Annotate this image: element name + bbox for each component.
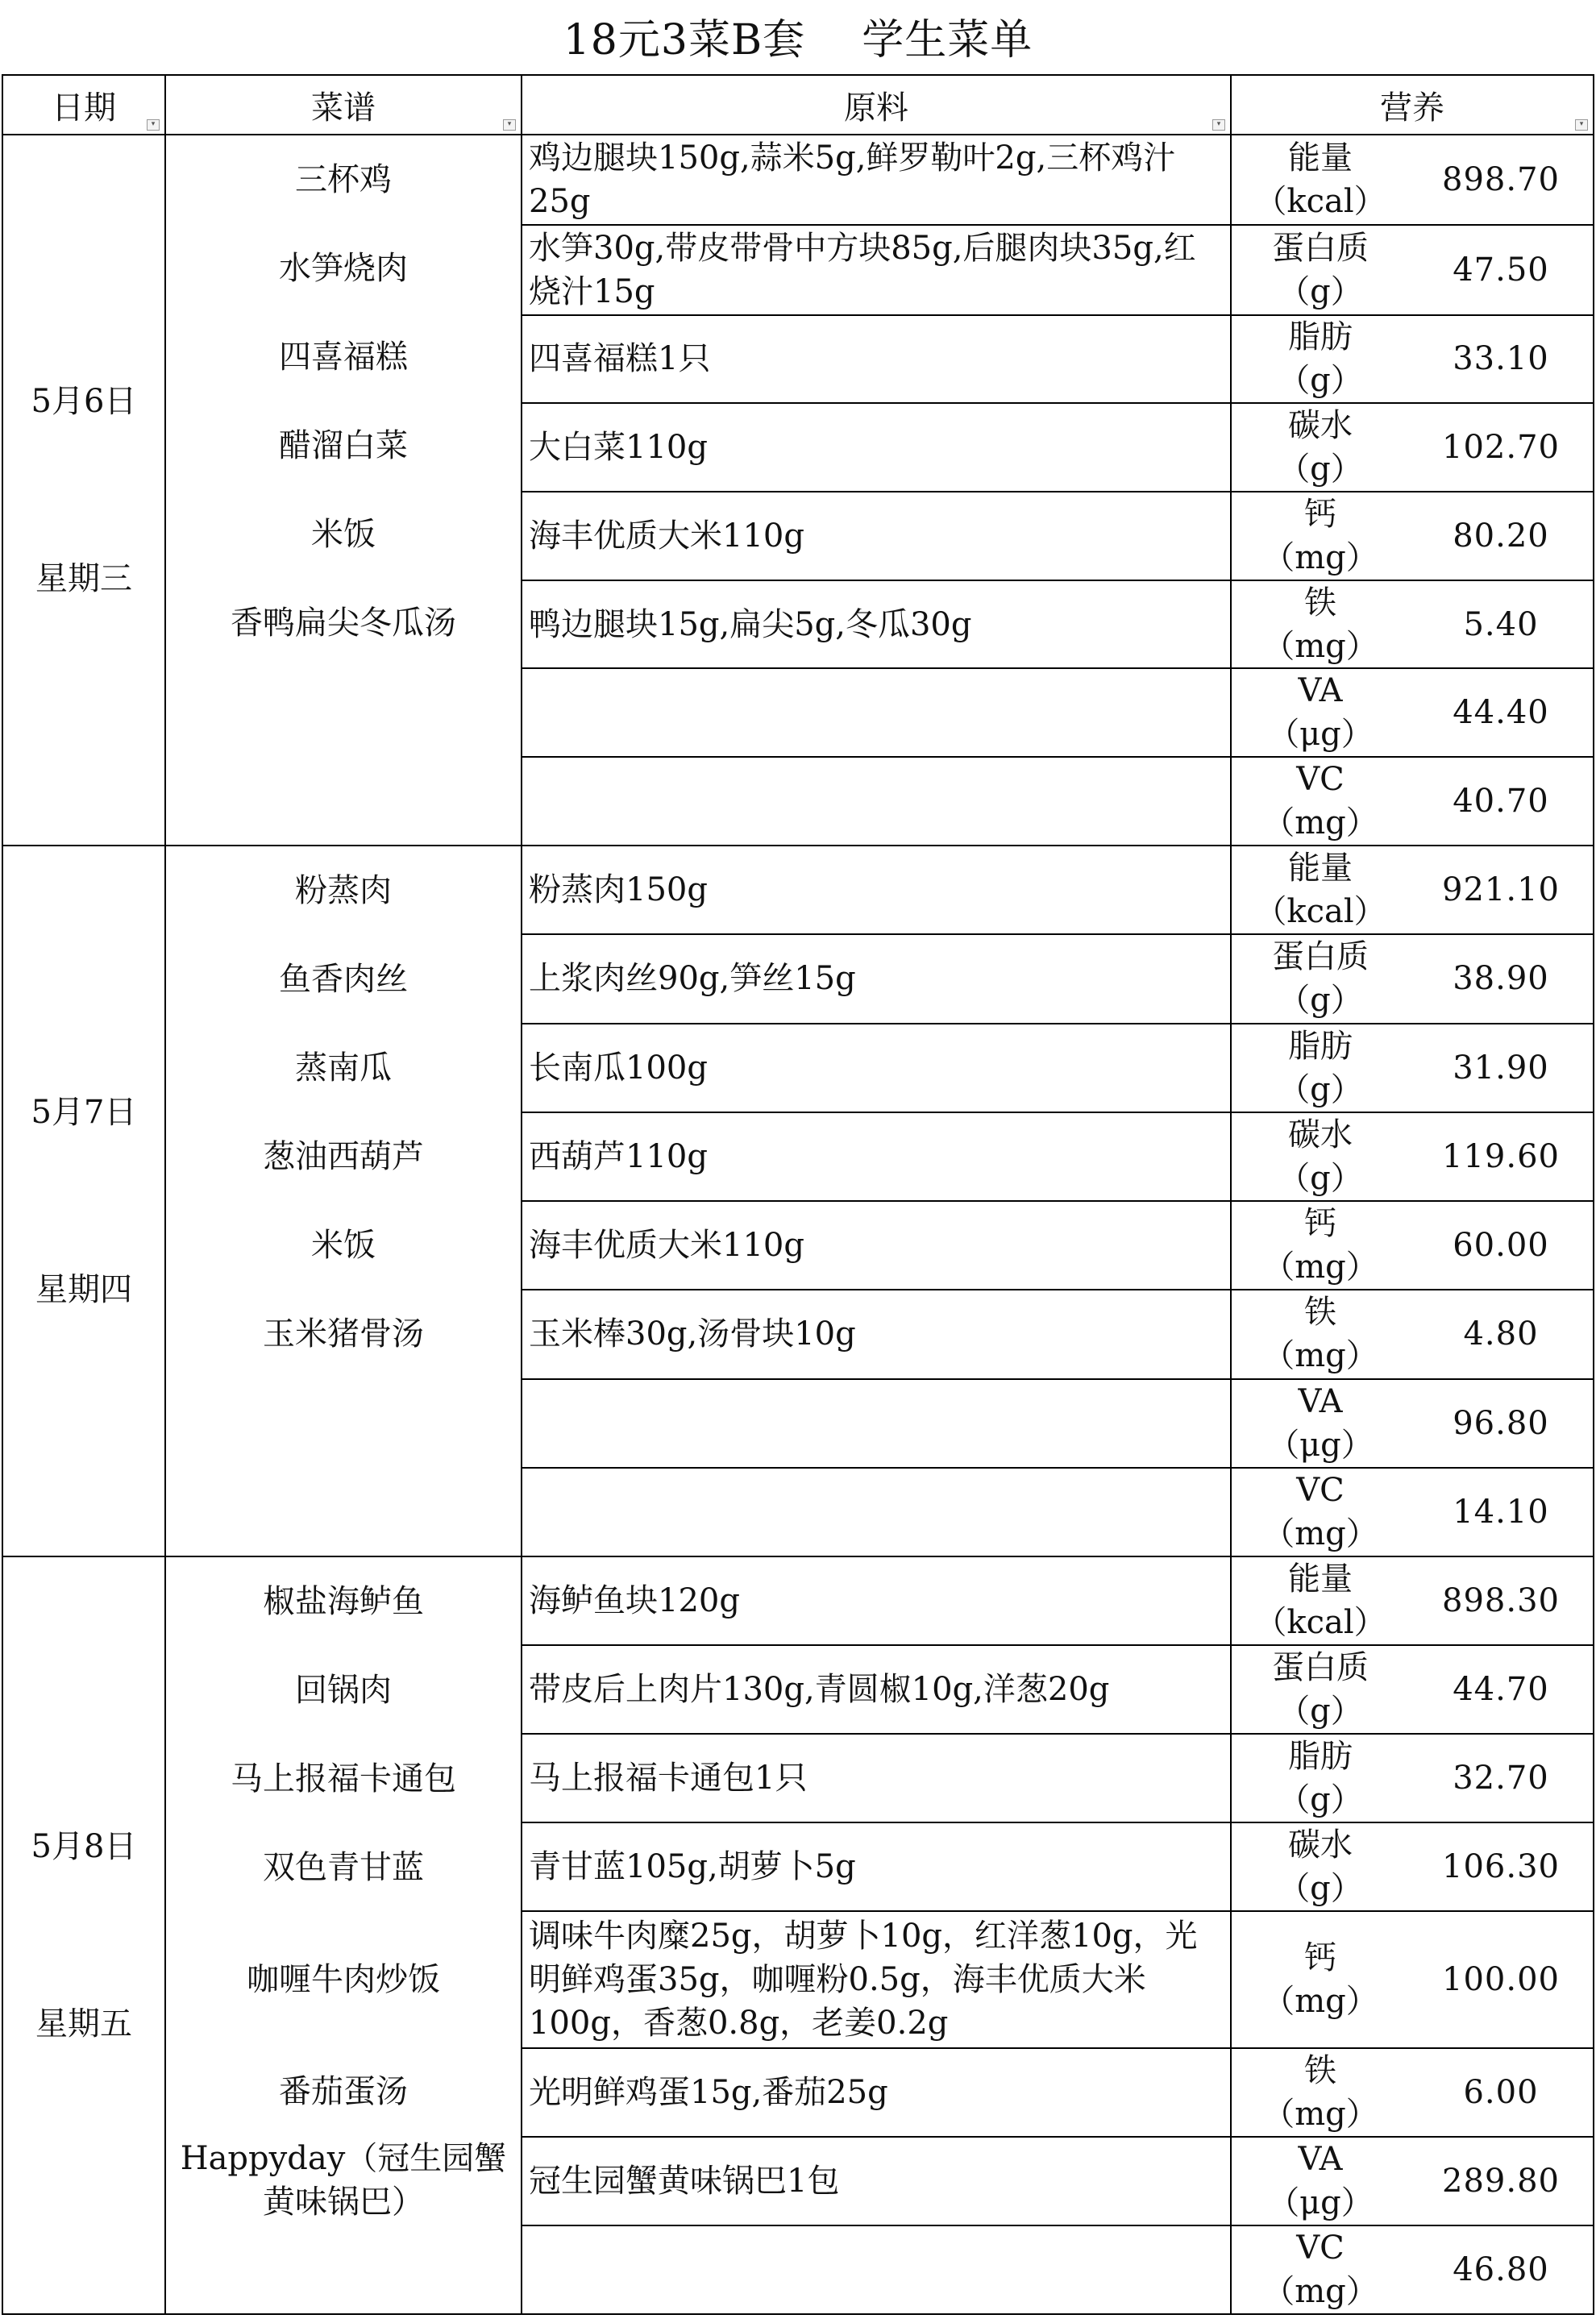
dish-name: 四喜福糕: [279, 339, 408, 376]
ingredient-cell: 青甘蓝105g,胡萝卜5g: [522, 1822, 1231, 1911]
dish-name: 玉米猪骨汤: [263, 1315, 424, 1353]
date-label: 5月7日 星期四: [31, 1094, 137, 1308]
dish-name: 米饭: [311, 1227, 376, 1264]
dish-name: 鱼香肉丝: [279, 961, 408, 998]
nutrient-value: 46.80: [1453, 2250, 1549, 2288]
ingredient-cell: 马上报福卡通包1只: [522, 1734, 1231, 1822]
menu-table: [2, 74, 1594, 2315]
nutrition-cell: [1231, 1290, 1594, 1378]
ingredient-cell: 海丰优质大米110g: [522, 1201, 1231, 1290]
nutrient-name: 铁 （mg）: [1262, 1294, 1378, 1375]
menu-row: [2, 846, 1594, 934]
nutrient-value: 32.70: [1453, 1760, 1549, 1797]
ingredient-cell: 光明鲜鸡蛋15g,番茄25g: [522, 2048, 1231, 2137]
nutrient-value: 40.70: [1453, 783, 1549, 821]
menu-title: 18元3菜B套 学生菜单: [563, 16, 1033, 64]
dish-name: 回锅肉: [295, 1672, 392, 1709]
dish-name: 醋溜白菜: [279, 427, 408, 464]
nutrition-cell: [1231, 1024, 1594, 1112]
nutrition-cell: [1231, 1201, 1594, 1290]
ingredient-cell: [522, 668, 1231, 757]
nutrition-cell: [1231, 315, 1594, 404]
dish-name: 双色青甘蓝: [263, 1849, 424, 1886]
dish-name: 咖喱牛肉炒饭: [247, 1961, 440, 1998]
nutrient-value: 6.00: [1463, 2073, 1539, 2111]
header-nutrition: 营养 ▾: [1231, 75, 1594, 135]
date-cell: [2, 1556, 165, 2314]
ingredient-cell: 西葫芦110g: [522, 1112, 1231, 1201]
nutrition-cell: [1231, 2048, 1594, 2137]
nutrient-name: 能量 （kcal）: [1254, 139, 1386, 220]
nutrient-value: 289.80: [1442, 2162, 1560, 2200]
nutrition-cell: [1231, 492, 1594, 580]
nutrient-name: 钙 （mg）: [1262, 1205, 1378, 1286]
dish-name: [166, 2225, 521, 2313]
nutrient-value: 5.40: [1463, 605, 1539, 643]
nutrient-name: 钙 （mg）: [1262, 495, 1378, 576]
dish-name: 蒸南瓜: [295, 1049, 392, 1087]
nutrient-value: 96.80: [1453, 1404, 1549, 1442]
nutrient-name: 铁 （mg）: [1262, 584, 1378, 665]
ingredient-cell: [522, 757, 1231, 846]
nutrition-cell: [1231, 1911, 1594, 2047]
nutrition-cell: [1231, 934, 1594, 1023]
ingredient-cell: 调味牛肉糜25g，胡萝卜10g，红洋葱10g，光明鲜鸡蛋35g，咖喱粉0.5g，海丰优质大米100g，香葱0.8g，老姜0.2g: [522, 1911, 1231, 2047]
ingredient-cell: 海丰优质大米110g: [522, 492, 1231, 580]
nutrient-value: 921.10: [1442, 871, 1560, 909]
nutrient-name: 碳水 （g）: [1278, 1826, 1363, 1908]
ingredient-cell: 带皮后上肉片130g,青圆椒10g,洋葱20g: [522, 1645, 1231, 1734]
ingredient-cell: 长南瓜100g: [522, 1024, 1231, 1112]
nutrition-cell: [1231, 403, 1594, 492]
filter-dropdown-icon[interactable]: ▾: [147, 119, 160, 131]
nutrient-value: 31.90: [1453, 1049, 1549, 1087]
dish-name: 粉蒸肉: [295, 872, 392, 909]
nutrient-name: 蛋白质 （g）: [1272, 229, 1369, 310]
ingredient-cell: [522, 1468, 1231, 1556]
nutrition-cell: [1231, 1645, 1594, 1734]
nutrient-value: 898.70: [1442, 160, 1560, 198]
dishes-cell: [165, 135, 522, 846]
nutrition-cell: [1231, 1734, 1594, 1822]
nutrition-cell: [1231, 580, 1594, 669]
nutrient-name: VA （μg）: [1267, 672, 1374, 754]
nutrition-cell: [1231, 1822, 1594, 1911]
dish-name: 马上报福卡通包: [231, 1760, 456, 1797]
dish-name: Happyday（冠生园蟹 黄味锅巴）: [180, 2140, 507, 2221]
nutrient-value: 106.30: [1442, 1848, 1560, 1886]
nutrition-cell: [1231, 1379, 1594, 1468]
nutrient-name: 能量 （kcal）: [1254, 850, 1386, 931]
nutrient-value: 60.00: [1453, 1227, 1549, 1265]
ingredient-cell: 海鲈鱼块120g: [522, 1556, 1231, 1645]
nutrient-value: 14.10: [1453, 1493, 1549, 1531]
dish-name: 椒盐海鲈鱼: [263, 1583, 424, 1620]
filter-dropdown-icon[interactable]: ▾: [1212, 119, 1225, 131]
ingredient-cell: 冠生园蟹黄味锅巴1包: [522, 2137, 1231, 2225]
dish-name: [166, 1378, 521, 1467]
nutrient-name: 铁 （mg）: [1262, 2051, 1378, 2133]
nutrient-name: 能量 （kcal）: [1254, 1560, 1386, 1642]
ingredient-cell: [522, 2225, 1231, 2314]
dish-name: [166, 667, 521, 756]
nutrient-name: 碳水 （g）: [1278, 1116, 1363, 1197]
ingredient-cell: 玉米棒30g,汤骨块10g: [522, 1290, 1231, 1378]
nutrition-cell: [1231, 2137, 1594, 2225]
nutrient-name: 脂肪 （g）: [1278, 1738, 1363, 1819]
nutrition-cell: [1231, 135, 1594, 225]
nutrition-cell: [1231, 225, 1594, 315]
nutrient-value: 4.80: [1463, 1315, 1539, 1353]
nutrient-value: 102.70: [1442, 429, 1560, 467]
header-row: [2, 75, 1594, 135]
nutrient-name: 脂肪 （g）: [1278, 1027, 1363, 1108]
nutrient-name: 蛋白质 （g）: [1272, 1649, 1369, 1731]
dish-name: 番茄蛋汤: [279, 2073, 408, 2110]
nutrient-name: VA （μg）: [1267, 1382, 1374, 1464]
nutrition-cell: [1231, 846, 1594, 934]
ingredient-cell: [522, 1379, 1231, 1468]
ingredient-cell: 大白菜110g: [522, 403, 1231, 492]
dishes-cell: [165, 1556, 522, 2314]
nutrient-name: 蛋白质 （g）: [1272, 938, 1369, 1020]
dish-name: 香鸭扁尖冬瓜汤: [231, 605, 456, 642]
nutrient-name: 碳水 （g）: [1278, 407, 1363, 488]
nutrition-cell: [1231, 1556, 1594, 1645]
nutrient-value: 100.00: [1442, 1960, 1560, 1998]
menu-row: [2, 135, 1594, 225]
nutrition-cell: [1231, 1112, 1594, 1201]
nutrient-name: 钙 （mg）: [1262, 1939, 1378, 2020]
ingredient-cell: 粉蒸肉150g: [522, 846, 1231, 934]
dishes-cell: [165, 846, 522, 1556]
nutrient-value: 80.20: [1453, 517, 1549, 555]
nutrient-name: VC （mg）: [1262, 1471, 1378, 1552]
nutrient-name: VC （mg）: [1262, 761, 1378, 842]
nutrient-value: 119.60: [1442, 1137, 1560, 1175]
header-recipe: 菜谱 ▾: [165, 75, 522, 135]
filter-dropdown-icon[interactable]: ▾: [503, 119, 516, 131]
date-label: 5月6日 星期三: [31, 383, 137, 597]
date-cell: [2, 135, 165, 846]
nutrient-value: 47.50: [1453, 251, 1549, 289]
nutrient-value: 33.10: [1453, 340, 1549, 378]
ingredient-cell: 鸭边腿块15g,扁尖5g,冬瓜30g: [522, 580, 1231, 669]
nutrition-cell: [1231, 2225, 1594, 2314]
dish-name: 葱油西葫芦: [263, 1138, 424, 1175]
date-cell: [2, 846, 165, 1556]
nutrient-value: 44.70: [1453, 1671, 1549, 1709]
header-ingredients: 原料 ▾: [522, 75, 1231, 135]
dish-name: 米饭: [311, 516, 376, 553]
nutrient-value: 898.30: [1442, 1582, 1560, 1620]
dish-name: 水笋烧肉: [279, 250, 408, 287]
nutrient-value: 38.90: [1453, 960, 1549, 998]
ingredient-cell: 四喜福糕1只: [522, 315, 1231, 404]
ingredient-cell: 上浆肉丝90g,笋丝15g: [522, 934, 1231, 1023]
nutrient-name: VC （mg）: [1262, 2229, 1378, 2310]
dish-name: [166, 1467, 521, 1556]
ingredient-cell: 鸡边腿块150g,蒜米5g,鲜罗勒叶2g,三杯鸡汁25g: [522, 135, 1231, 225]
nutrient-value: 44.40: [1453, 694, 1549, 732]
menu-row: [2, 1556, 1594, 1645]
filter-dropdown-icon[interactable]: ▾: [1575, 119, 1588, 131]
ingredient-cell: 水笋30g,带皮带骨中方块85g,后腿肉块35g,红烧汁15g: [522, 225, 1231, 315]
date-label: 5月8日 星期五: [31, 1828, 137, 2042]
nutrient-name: VA （μg）: [1267, 2140, 1374, 2221]
nutrient-name: 脂肪 （g）: [1278, 318, 1363, 400]
nutrition-cell: [1231, 1468, 1594, 1556]
dish-name: [166, 756, 521, 845]
nutrition-cell: [1231, 668, 1594, 757]
nutrition-cell: [1231, 757, 1594, 846]
header-date: 日期 ▾: [2, 75, 165, 135]
dish-name: 三杯鸡: [295, 161, 392, 198]
